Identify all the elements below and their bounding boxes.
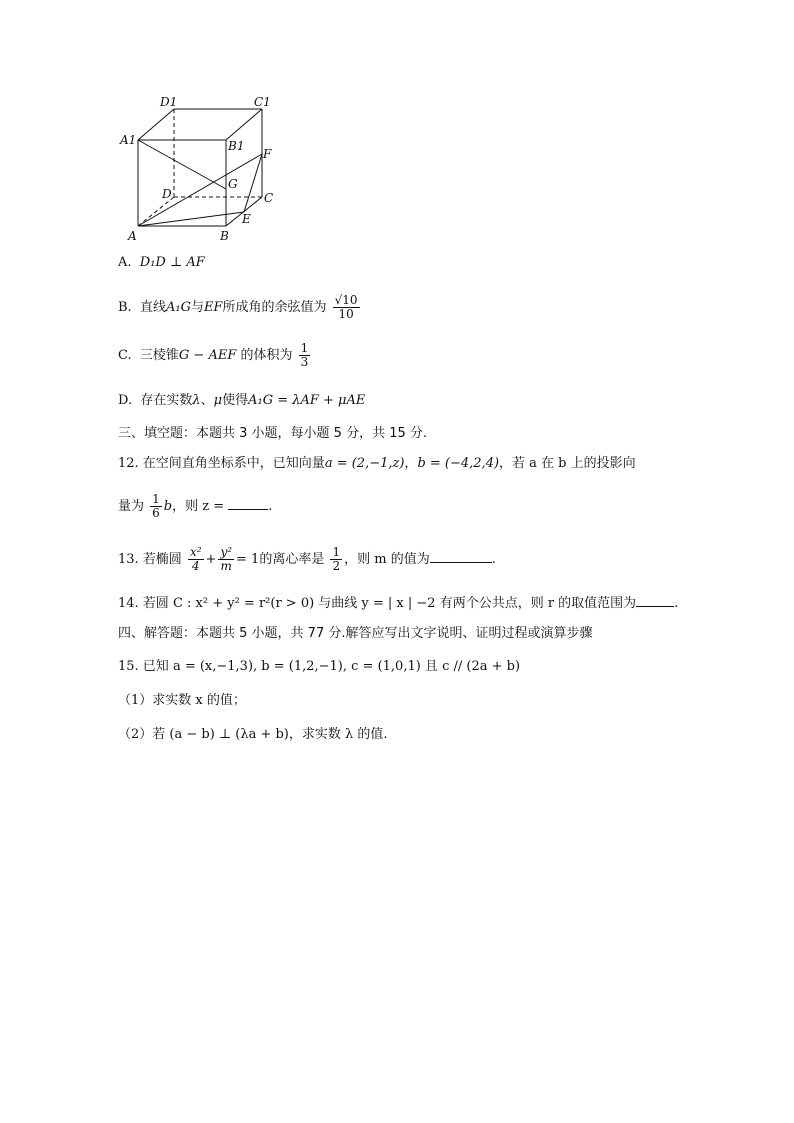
option-d-pre: 存在实数 xyxy=(140,393,193,408)
option-d-label: D. xyxy=(118,393,133,408)
q12-answer-blank[interactable] xyxy=(228,497,268,510)
q13-y-num: y² xyxy=(220,545,233,559)
q12-stem: 12. 在空间直角坐标系中，已知向量 xyxy=(118,456,325,471)
edge-B1C1 xyxy=(226,109,262,140)
option-d-eq: A₁G = λAF + μAE xyxy=(248,393,366,408)
label-G: G xyxy=(228,177,238,191)
q13-x-den: 4 xyxy=(191,559,200,573)
q15-part1: （1）求实数 x 的值； xyxy=(118,693,246,708)
q12-line2 xyxy=(118,489,272,525)
label-B: B xyxy=(220,229,229,243)
option-b-num: √10 xyxy=(334,293,358,307)
label-E: E xyxy=(242,212,251,226)
q12-line2-post: ，则 z = xyxy=(172,499,229,514)
q12-comma: ， xyxy=(404,456,418,471)
q12-a-expr: a = (2,−1,z) xyxy=(324,456,405,471)
q13-post: ，则 m 的值为 xyxy=(344,552,430,567)
q12-end: . xyxy=(268,499,273,514)
option-b-m2: EF xyxy=(203,300,223,315)
option-a xyxy=(118,254,205,272)
label-D: D xyxy=(162,187,172,201)
q13-pre: 13. 若椭圆 xyxy=(118,552,182,567)
option-c xyxy=(118,338,312,374)
option-c-label: C. xyxy=(118,348,132,363)
option-d-sep: 、 xyxy=(200,393,214,408)
label-B1: B1 xyxy=(228,139,245,153)
label-D1: D1 xyxy=(160,95,178,109)
section-4-title: 四、解答题：本题共 5 小题，共 77 分.解答应写出文字说明、证明过程或演算步骤 xyxy=(118,626,593,641)
option-c-fraction xyxy=(299,342,311,369)
option-d xyxy=(118,392,365,410)
label-C: C xyxy=(264,191,274,205)
q14-answer-blank[interactable] xyxy=(636,594,674,607)
option-d-post: 使得 xyxy=(222,393,249,408)
q14-end: . xyxy=(674,596,679,611)
option-b-pre: 直线 xyxy=(139,300,166,315)
section-3-title: 三、填空题：本题共 3 小题，每小题 5 分，共 15 分. xyxy=(118,426,428,441)
edge-A1D1 xyxy=(138,109,174,140)
option-b-m1: A₁G xyxy=(165,300,191,315)
q13-y-fraction xyxy=(218,546,234,573)
option-c-post: 的体积为 xyxy=(240,348,293,363)
q13-y-den: m xyxy=(220,559,232,573)
q12-vec: b xyxy=(163,499,173,514)
option-b-label: B. xyxy=(118,300,132,315)
label-C1: C1 xyxy=(254,95,271,109)
option-b-post: 所成角的余弦值为 xyxy=(222,300,327,315)
option-c-m1: G − AEF xyxy=(178,348,237,363)
q14-text: 14. 若圆 C : x² + y² = r²(r > 0) 与曲线 y = | x | −2 有两个公共点，则 r 的取值范围为 xyxy=(118,596,637,611)
label-A: A xyxy=(128,229,137,243)
q12-num: 1 xyxy=(152,492,160,506)
q13-eq: = 1的离心率是 xyxy=(236,552,325,567)
q13-end: . xyxy=(491,552,496,567)
q13-x-num: x² xyxy=(189,545,202,559)
option-d-m1: λ xyxy=(192,393,201,408)
q15-text: 15. 已知 a = (x,−1,3), b = (1,2,−1), c = (1,0,1) 且 c // (2a + b) xyxy=(118,659,521,674)
q13-e-num: 1 xyxy=(332,545,341,559)
q12-tail: ，若 a 在 b 上的投影向 xyxy=(499,456,636,471)
label-F: F xyxy=(263,147,272,161)
q13-e-den: 2 xyxy=(332,559,341,573)
q12-den: 6 xyxy=(152,506,160,520)
q13-x-fraction xyxy=(188,546,204,573)
option-b-fraction xyxy=(333,294,360,321)
q15-part2: （2）若 (a − b) ⊥ (λa + b)，求实数 λ 的值. xyxy=(118,727,388,742)
option-c-num: 1 xyxy=(300,341,309,355)
option-c-pre: 三棱锥 xyxy=(139,348,179,363)
option-d-m2: μ xyxy=(213,393,223,408)
q12-b-expr: b = (−4,2,4) xyxy=(417,456,500,471)
label-A1: A1 xyxy=(120,133,137,147)
option-b-den: 10 xyxy=(338,307,354,321)
option-c-den: 3 xyxy=(300,355,309,369)
cube-diagram xyxy=(118,92,288,244)
q12-line2-pre: 量为 xyxy=(118,499,145,514)
q12-line1 xyxy=(118,455,636,473)
option-b-mid: 与 xyxy=(190,300,204,315)
option-b xyxy=(118,289,362,327)
line-A1G xyxy=(138,140,226,189)
q12-fraction xyxy=(150,493,162,520)
cube-figure xyxy=(118,92,288,244)
q13-line: 13. 若椭圆 $\frac{\text{x²}}{4}$ + $\frac{\text{y²}}{m}$ = 1的离心率是 $\frac{1}{2}$ ，则 m 的值为 . xyxy=(118,545,496,573)
q14-line xyxy=(118,594,678,613)
q13-answer-blank[interactable] xyxy=(430,550,492,563)
option-a-label: A. xyxy=(118,255,132,270)
q13-e-fraction xyxy=(330,546,342,573)
q15-line xyxy=(118,658,520,676)
option-a-text: D₁D ⊥ AF xyxy=(139,255,205,270)
